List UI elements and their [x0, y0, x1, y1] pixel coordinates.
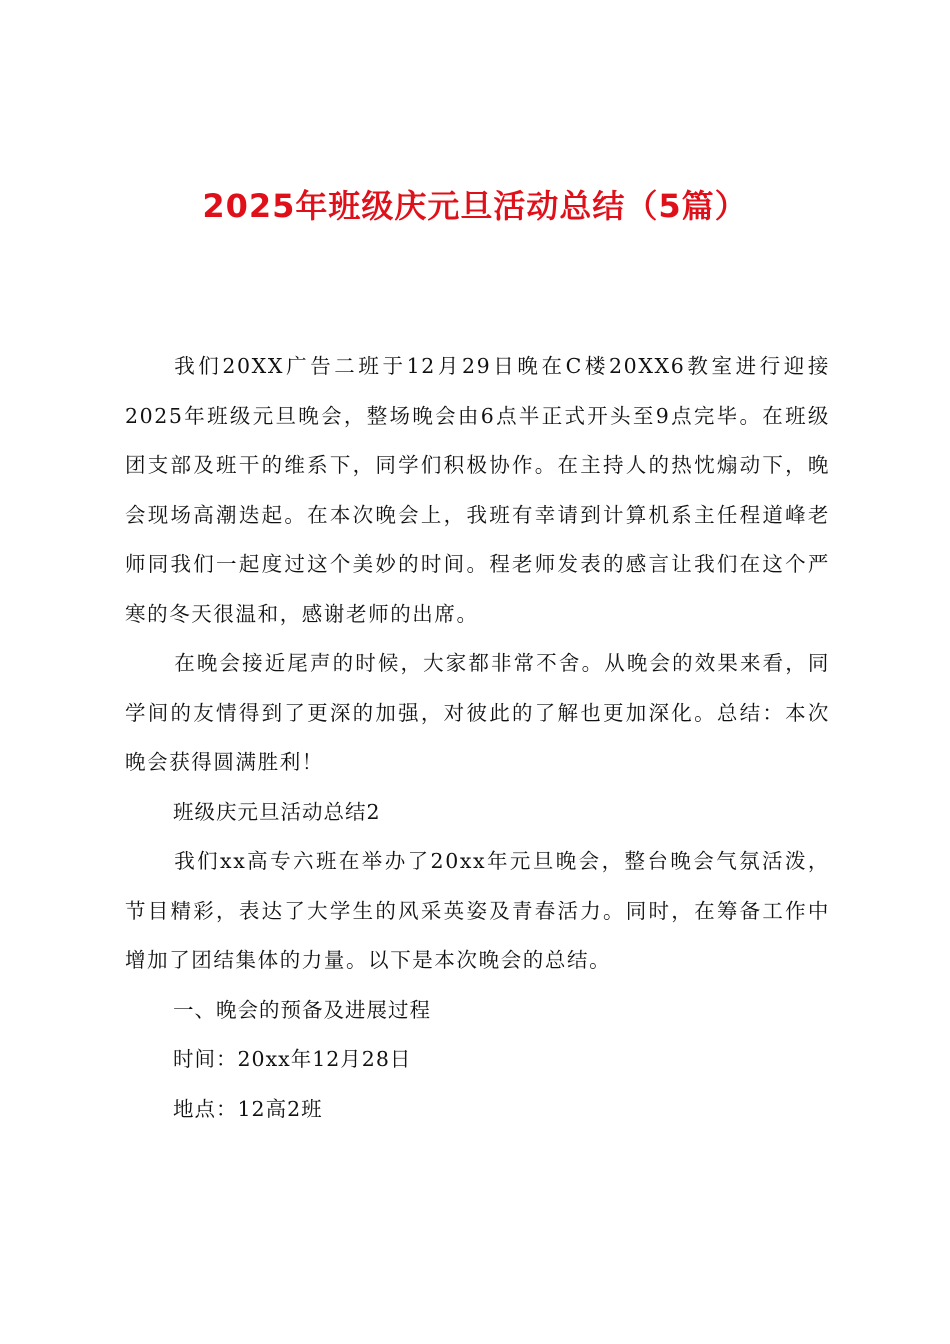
paragraph-summary-2: 我们xx高专六班在举办了20xx年元旦晚会，整台晚会气氛活泼，节目精彩，表达了大学生的风采英姿及青春活力。同时，在筹备工作中增加了团结集体的力量。以下是本次晚会的总结。	[125, 849, 830, 972]
paragraph-closing: 在晚会接近尾声的时候，大家都非常不舍。从晚会的效果来看，同学间的友情得到了更深的加强，对彼此的了解也更加深化。总结：本次晚会获得圆满胜利！	[125, 651, 830, 774]
section-heading-2: 班级庆元旦活动总结2	[173, 799, 381, 824]
event-location: 地点：12高2班	[173, 1096, 323, 1121]
event-time: 时间：20xx年12月28日	[173, 1047, 412, 1071]
document-title: 2025年班级庆元旦活动总结（5篇）	[202, 187, 748, 225]
document-body	[125, 342, 830, 1134]
paragraph-intro: 我们20XX广告二班于12月29日晚在C楼20XX6教室进行迎接2025年班级元旦晚会，整场晚会由6点半正式开头至9点完毕。在班级团支部及班干的维系下，同学们积极协作。在主持人的热忱煽动下，晚会现场高潮迭起。在本次晚会上，我班有幸请到计算机系主任程道峰老师同我们一起度过这个美妙的时间。程老师发表的感言让我们在这个严寒的冬天很温和，感谢老师的出席。	[125, 354, 830, 626]
subsection-heading-1: 一、晚会的预备及进展过程	[173, 997, 431, 1022]
